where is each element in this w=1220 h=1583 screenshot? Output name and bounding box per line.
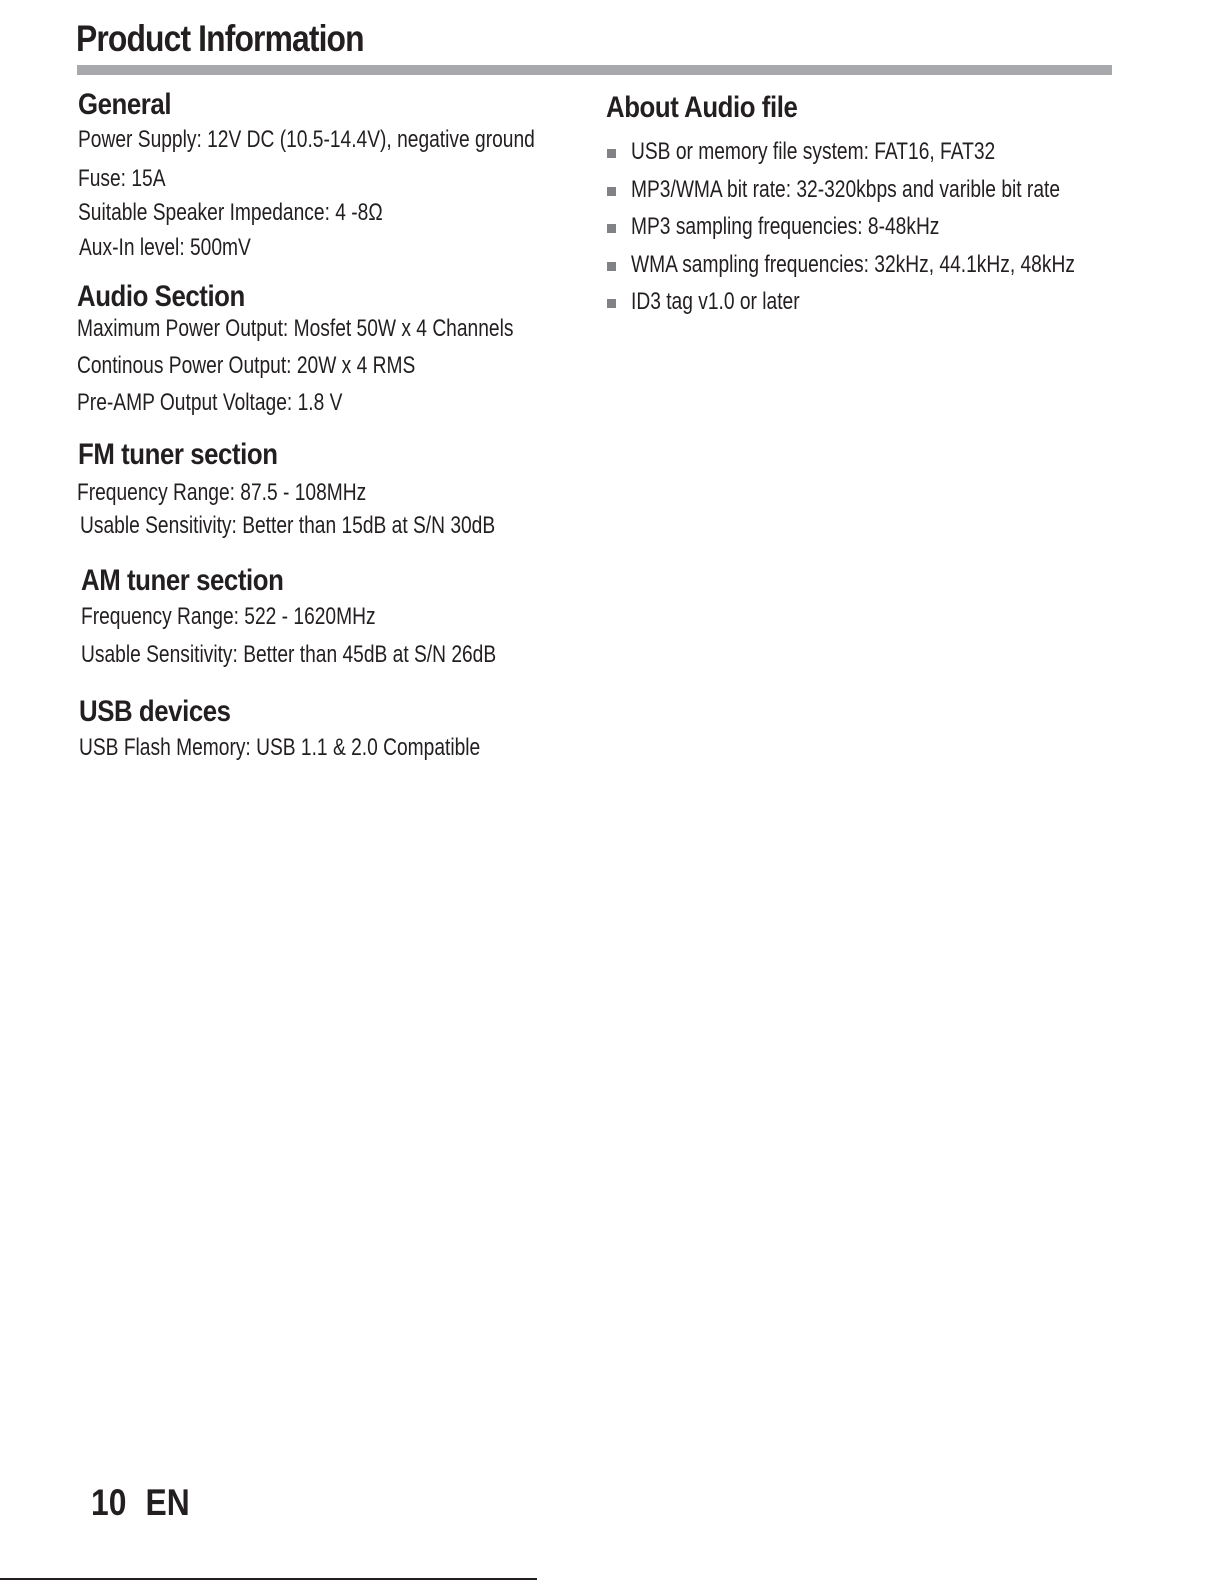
file-system-item: USB or memory file system: FAT16, FAT32	[631, 138, 996, 165]
list-item	[606, 213, 1126, 251]
fuse-spec: Fuse: 15A	[78, 165, 166, 192]
fm-sensitivity-spec: Usable Sensitivity: Better than 15dB at S/N 30dB	[80, 512, 496, 539]
page-number-footer	[91, 1482, 190, 1524]
fm-tuner-section	[77, 438, 496, 539]
audio-file-section	[606, 91, 1075, 315]
square-bullet-icon	[607, 299, 616, 308]
usb-devices-heading: USB devices	[79, 695, 231, 728]
list-item	[606, 288, 1126, 326]
square-bullet-icon	[607, 187, 616, 196]
id3-tag-item: ID3 tag v1.0 or later	[631, 288, 800, 315]
page-number: 10	[91, 1482, 127, 1523]
audio-section-heading: Audio Section	[77, 280, 245, 313]
am-sensitivity-spec: Usable Sensitivity: Better than 45dB at S/N 26dB	[81, 641, 497, 668]
bottom-rule	[0, 1578, 537, 1580]
audio-file-list	[606, 138, 1126, 326]
power-supply-spec: Power Supply: 12V DC (10.5-14.4V), negative ground	[78, 126, 535, 153]
fm-tuner-heading: FM tuner section	[78, 438, 278, 471]
list-item	[606, 176, 1126, 214]
am-frequency-spec: Frequency Range: 522 - 1620MHz	[81, 603, 376, 630]
title-rule	[77, 65, 1112, 75]
list-item	[606, 251, 1126, 289]
max-power-spec: Maximum Power Output: Mosfet 50W x 4 Channels	[77, 315, 514, 342]
audio-file-heading: About Audio file	[606, 91, 798, 124]
audio-section	[77, 280, 514, 416]
aux-in-spec: Aux-In level: 500mV	[79, 234, 251, 261]
mp3-sampling-item: MP3 sampling frequencies: 8-48kHz	[631, 213, 940, 240]
square-bullet-icon	[607, 224, 616, 233]
speaker-impedance-spec: Suitable Speaker Impedance: 4 -8Ω	[78, 199, 383, 226]
bit-rate-item: MP3/WMA bit rate: 32-320kbps and varible bit rate	[631, 175, 1061, 203]
continuous-power-spec: Continous Power Output: 20W x 4 RMS	[77, 352, 416, 379]
square-bullet-icon	[607, 262, 616, 271]
pre-amp-spec: Pre-AMP Output Voltage: 1.8 V	[77, 389, 343, 416]
wma-sampling-item: WMA sampling frequencies: 32kHz, 44.1kHz, 48kHz	[631, 250, 1075, 278]
usb-devices-section	[79, 695, 481, 761]
am-tuner-heading: AM tuner section	[81, 564, 284, 597]
list-item	[606, 138, 1126, 176]
fm-frequency-spec: Frequency Range: 87.5 - 108MHz	[77, 479, 367, 506]
am-tuner-section	[81, 564, 497, 668]
square-bullet-icon	[607, 149, 616, 158]
language-code: EN	[145, 1482, 190, 1523]
general-heading: General	[78, 88, 172, 121]
page-title: Product Information	[76, 18, 364, 59]
general-section	[78, 88, 535, 261]
usb-flash-spec: USB Flash Memory: USB 1.1 & 2.0 Compatible	[79, 734, 481, 761]
